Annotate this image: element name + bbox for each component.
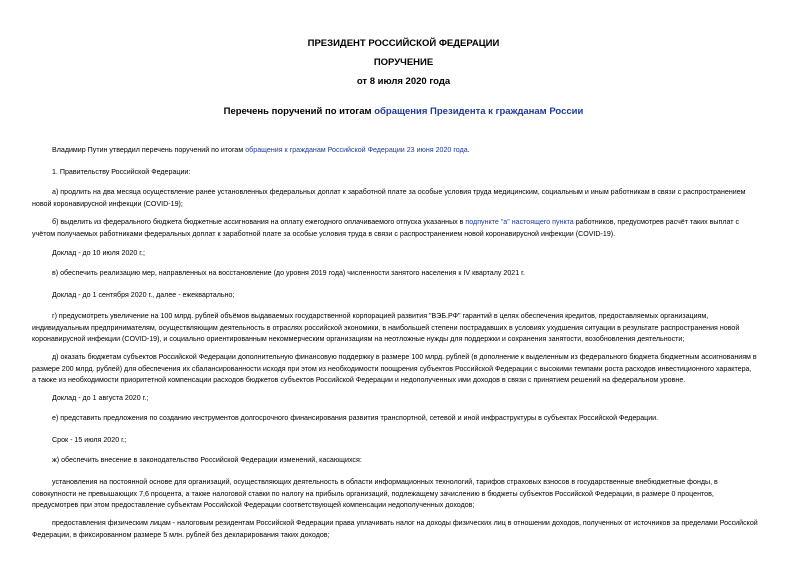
subparagraph-2-line: Федерации, в фиксированном размере 5 млн. рублей без декларирования таких доходов; [32,530,330,539]
paragraph-g-line: коронавирусной инфекции (COVID-19), и социально ориентированным некоммерческим организациям на неотложные нужды для поддержки и сохранения занятости, возобновления деятельности; [32,335,685,343]
subparagraph-2 [32,518,766,541]
paragraph-b-line [52,217,766,229]
paragraph-e: е) представить предложения по созданию инструментов долгосрочного финансирования развития транспортной, сетевой и иной инфраструктуры в субъектах Российской Федерации. [52,414,659,422]
paragraph-g [32,311,766,346]
deadline-2: Доклад - до 1 сентября 2020 г., далее - ежеквартально; [52,291,235,299]
issuer-heading: ПРЕЗИДЕНТ РОССИЙСКОЙ ФЕДЕРАЦИИ [307,38,500,49]
intro-link[interactable]: обращения к гражданам Российской Федерации 23 июня 2020 года [245,146,468,154]
title-link[interactable]: обращения Президента к гражданам России [374,106,584,117]
paragraph-d [32,352,766,387]
paragraph-b-link[interactable]: подпункте "а" настоящего пункта [465,218,574,226]
paragraph-g-line: индивидуальным предпринимателям, осуществляющим деятельность в отраслях российской экономики, в наибольшей степени пострадавших в условиях ухудшения ситуации в результате распространения новой [32,323,740,332]
document-type-heading: ПОРУЧЕНИЕ [373,57,434,68]
deadline-3: Доклад - до 1 августа 2020 г.; [52,394,149,402]
paragraph-b [32,217,766,240]
intro-paragraph [52,145,766,157]
title-prefix: Перечень поручений по итогам [223,106,375,117]
document-title [0,106,807,117]
intro-prefix: Владимир Путин утвердил перечень поручений по итогам [52,146,246,154]
item-1-heading: 1. Правительству Российской Федерации: [52,168,191,176]
paragraph-b-suffix: работников, предусмотрев расчёт таких выплат с [573,218,740,226]
paragraph-a-line: новой коронавирусной инфекции (COVID-19); [32,199,183,208]
subparagraph-1-line: совокупности не превышающих 7,6 процента, а также налоговой ставки по налогу на прибыль организаций, подлежащему зачислению в бюджеты субъектов Российской Федерации, в размере 0 процентов, [32,489,714,498]
subparagraph-1-line: установления на постоянной основе для организаций, осуществляющих деятельность в области информационных технологий, тарифов страховых взносов в государственные внебюджетные фонды, в [52,478,718,486]
paragraph-d-line: а также из необходимости приоритетной компенсации расходов бюджетов субъектов Российской Федерации и недополученных ими доходов в связи с принятием решений на федеральном уровне. [32,376,686,384]
subparagraph-1 [32,477,766,512]
document-date: от 8 июля 2020 года [356,76,451,87]
subparagraph-2-line: предоставления физическим лицам - налоговым резидентам Российской Федерации права уплачивать налог на доходы физических лиц в отношении доходов, полученных от источников за пределами Российской [52,519,758,527]
deadline-4: Срок - 15 июля 2020 г.; [52,436,127,444]
paragraph-b-line: учётом получаемых работниками федеральных доплат к заработной плате за особые условия труда в связи с распространением новой коронавирусной инфекции (COVID-19). [32,229,616,238]
paragraph-a [32,187,766,210]
paragraph-v: в) обеспечить реализацию мер, направленных на восстановление (до уровня 2019 года) численности занятого населения к IV кварталу 2021 г. [52,269,525,277]
subparagraph-1-line: предусмотрев при этом предоставление субъектам Российской Федерации соответствующей компенсации недополученных доходов; [32,501,475,509]
deadline-1: Доклад - до 10 июля 2020 г.; [52,249,145,257]
intro-suffix: . [467,146,470,154]
paragraph-g-line: г) предусмотреть увеличение на 100 млрд. рублей объёмов выдаваемых государственной корпорацией развития "ВЭБ.РФ" гарантий в целях обеспечения кредитов, предоставляемых организациям, [52,312,709,320]
paragraph-b-prefix: б) выделить из федерального бюджета бюджетные ассигнования на оплату ежегодного оплачиваемого отпуска указанных в [52,218,466,226]
paragraph-a-line: а) продлить на два месяца осуществление ранее установленных федеральных доплат к заработной плате за особые условия труда медицинским, социальным и иным работникам в связи с распространением [52,188,746,196]
paragraph-zh: ж) обеспечить внесение в законодательство Российской Федерации изменений, касающихся: [52,456,362,464]
paragraph-d-line: д) оказать бюджетам субъектов Российской Федерации дополнительную финансовую поддержку в размере 100 млрд. рублей (в дополнение к выделенным из федерального бюджета бюджетным ассигнованиям в [52,353,757,361]
paragraph-d-line: размере 200 млрд. рублей) для обеспечения их сбалансированности исходя при этом из необходимости поощрения субъектов Российской Федерации с высокими темпами роста расходов инвестиционного характера, [32,364,752,373]
